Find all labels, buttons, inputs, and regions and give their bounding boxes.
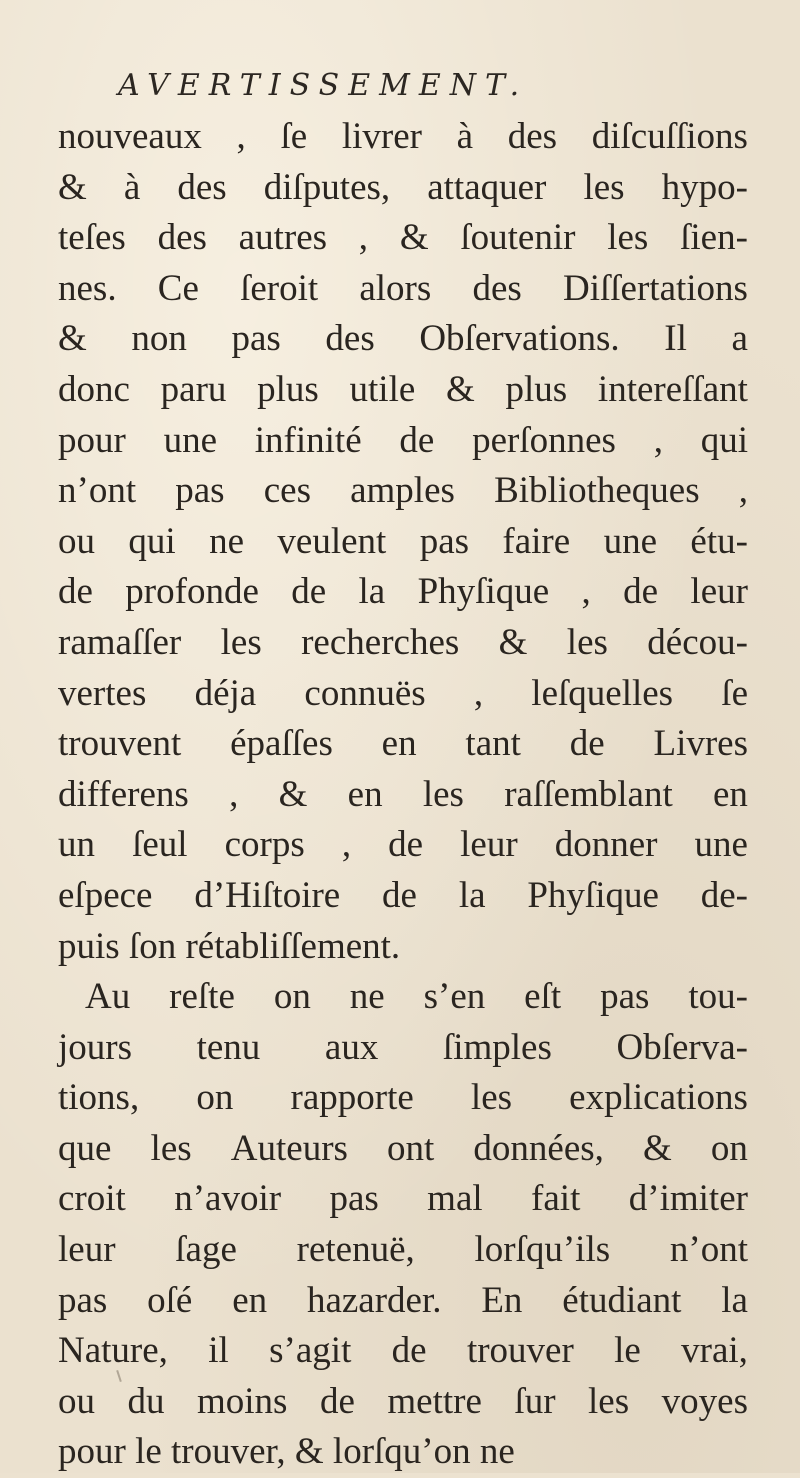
text-line: eſpece d’Hiſtoire de la Phyſique de- [58, 874, 748, 916]
text-line: jours tenu aux ſimples Obſerva- [58, 1026, 748, 1068]
text-line: croit n’avoir pas mal fait d’imiter [58, 1178, 748, 1220]
text-line: leur ſage retenuë, lorſqu’ils n’ont [58, 1229, 748, 1271]
running-head: AVERTISSEMENT. [118, 68, 529, 103]
text-line: & à des diſputes, attaquer les hypo- [58, 166, 748, 208]
body-text [58, 112, 748, 1478]
text-line: un ſeul corps , de leur donner une [58, 824, 748, 866]
text-line: nes. Ce ſeroit alors des Diſſertations [58, 267, 748, 309]
text-line: ramaſſer les recherches & les décou- [58, 621, 748, 663]
text-line: tions, on rapporte les explications [58, 1077, 748, 1119]
text-line: teſes des autres , & ſoutenir les ſien- [58, 217, 748, 259]
text-line: donc paru plus utile & plus intereſſant [58, 368, 748, 410]
text-line: ou qui ne veulent pas faire une étu- [58, 520, 748, 562]
text-line: que les Auteurs ont données, & on [58, 1127, 748, 1169]
text-line: ou du moins de mettre ſur les voyes [58, 1380, 748, 1422]
text-line: puis ſon rétabliſſement. [58, 925, 401, 967]
text-line: differens , & en les raſſemblant en [58, 773, 748, 815]
text-line: & non pas des Obſervations. Il a [58, 318, 748, 360]
text-line: Au reſte on ne s’en eſt pas tou- [85, 976, 748, 1018]
text-line: pour le trouver, & lorſqu’on ne [58, 1431, 515, 1473]
text-line: n’ont pas ces amples Bibliotheques , [58, 470, 748, 512]
text-line: trouvent épaſſes en tant de Livres [58, 723, 748, 765]
text-line: vertes déja connuës , leſquelles ſe [58, 672, 748, 714]
text-line: pas oſé en hazarder. En étudiant la [58, 1279, 748, 1321]
text-line: de profonde de la Phyſique , de leur [58, 571, 748, 613]
text-line: pour une infinité de perſonnes , qui [58, 419, 748, 461]
text-line: nouveaux , ſe livrer à des diſcuſſions [58, 116, 748, 157]
text-line: Nature, il s’agit de trouver le vrai, [58, 1330, 748, 1372]
